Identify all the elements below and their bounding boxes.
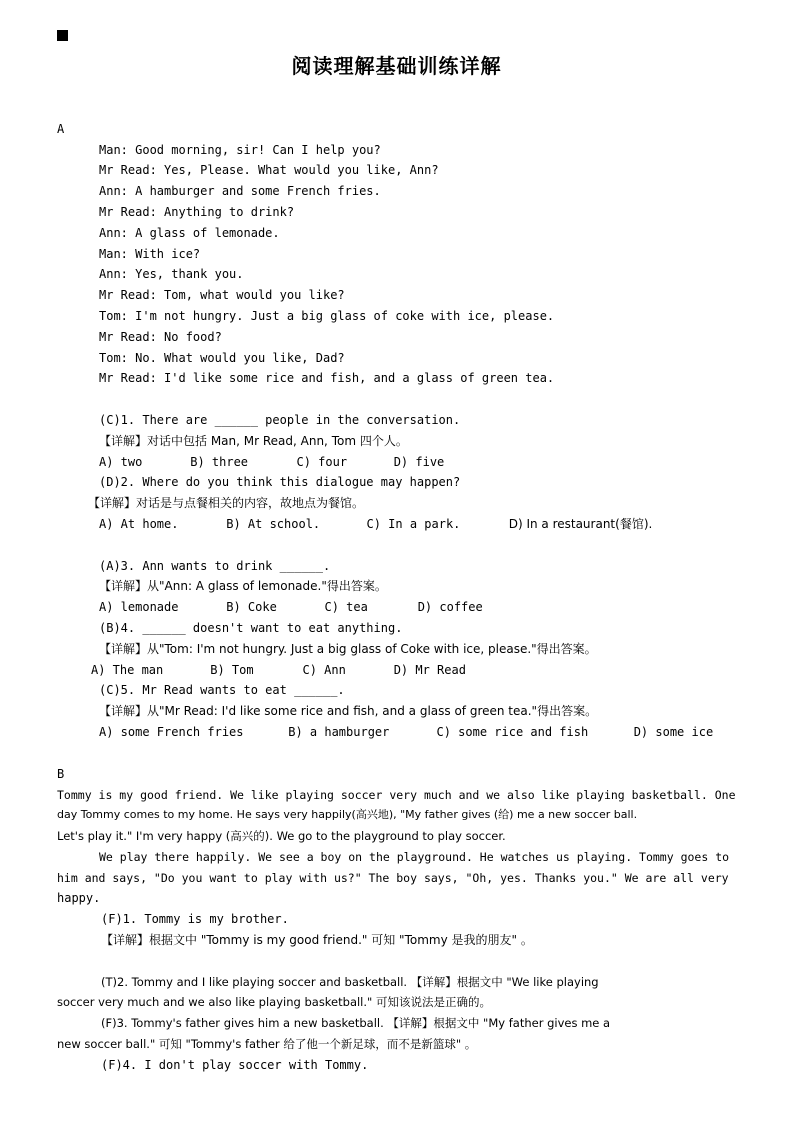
option-b: B) Coke — [226, 600, 277, 614]
dialogue-line: Mr Read: Tom, what would you like? — [99, 288, 345, 302]
option-d: D) some ice — [633, 725, 714, 739]
question-2-options — [99, 516, 652, 532]
tf-item-2-detail: soccer very much and we also like playing basketball." 可知该说法是正确的。 — [57, 995, 491, 1009]
dialogue-line: Mr Read: No food? — [99, 330, 222, 344]
dialogue-line: Tom: I'm not hungry. Just a big glass of coke with ice, please. — [99, 309, 555, 323]
passage-line: We play there happily. We see a boy on the playground. He watches us playing. Tommy goes to — [99, 850, 730, 864]
option-c: C) In a park. — [366, 517, 461, 531]
tf-item-4: (F)4. I don't play soccer with Tommy. — [101, 1058, 369, 1072]
question-4: (B)4. ______ doesn't want to eat anything. — [99, 621, 403, 635]
dialogue-line: Mr Read: Yes, Please. What would you like, Ann? — [99, 163, 439, 177]
dialogue-line: Man: With ice? — [99, 247, 201, 261]
option-c: C) Ann — [302, 663, 346, 677]
section-a-label: A — [57, 122, 65, 136]
tf-item-3: (F)3. Tommy's father gives him a new basketball. 【详解】根据文中 "My father gives me a — [101, 1016, 611, 1030]
passage-line: Let's play it." I'm very happy (高兴的). We go to the playground to play soccer. — [57, 829, 506, 843]
question-2: (D)2. Where do you think this dialogue may happen? — [99, 475, 461, 489]
dialogue-line: Tom: No. What would you like, Dad? — [99, 351, 345, 365]
option-a: A) lemonade — [99, 600, 179, 614]
question-1-detail: 【详解】对话中包括 Man, Mr Read, Ann, Tom 四个人。 — [99, 434, 408, 448]
option-a: A) two — [99, 455, 143, 469]
corner-marker — [57, 30, 68, 41]
dialogue-line: Mr Read: Anything to drink? — [99, 205, 295, 219]
option-b: B) Tom — [210, 663, 254, 677]
option-d: D) five — [393, 455, 445, 469]
option-d: D) Mr Read — [393, 663, 466, 677]
question-4-options — [91, 662, 466, 678]
question-5: (C)5. Mr Read wants to eat ______. — [99, 683, 345, 697]
dialogue-line: Mr Read: I'd like some rice and fish, and a glass of green tea. — [99, 371, 555, 385]
option-d: D) In a restaurant(餐馆). — [508, 517, 653, 531]
dialogue-line: Man: Good morning, sir! Can I help you? — [99, 143, 381, 157]
tf-item-3-detail: new soccer ball." 可知 "Tommy's father 给了他一个新足球，而不是新篮球" 。 — [57, 1037, 477, 1051]
tf-item-2: (T)2. Tommy and I like playing soccer and basketball. 【详解】根据文中 "We like playing — [101, 975, 599, 989]
dialogue-line: Ann: A hamburger and some French fries. — [99, 184, 381, 198]
tf-item-1: (F)1. Tommy is my brother. — [101, 912, 289, 926]
page-title: 阅读理解基础训练详解 — [291, 54, 502, 78]
passage-line: him and says, "Do you want to play with us?" The boy says, "Oh, yes. Thanks you." We are all very — [57, 871, 729, 885]
option-a: A) some French fries — [99, 725, 244, 739]
option-a: A) At home. — [99, 517, 179, 531]
question-3-options — [99, 599, 483, 615]
question-4-detail: 【详解】从"Tom: I'm not hungry. Just a big glass of Coke with ice, please."得出答案。 — [99, 642, 597, 656]
option-c: C) four — [296, 455, 348, 469]
question-1-options — [99, 454, 444, 470]
question-5-detail: 【详解】从"Mr Read: I'd like some rice and fish, and a glass of green tea."得出答案。 — [99, 704, 598, 718]
passage-line: Tommy is my good friend. We like playing soccer very much and we also like playing basketball. One — [57, 788, 736, 802]
dialogue-line: Ann: Yes, thank you. — [99, 267, 244, 281]
question-5-options — [99, 724, 713, 740]
section-b-label: B — [57, 767, 65, 781]
question-3: (A)3. Ann wants to drink ______. — [99, 559, 331, 573]
option-b: B) At school. — [226, 517, 321, 531]
dialogue-line: Ann: A glass of lemonade. — [99, 226, 280, 240]
option-d: D) coffee — [417, 600, 483, 614]
question-1: (C)1. There are ______ people in the conversation. — [99, 413, 461, 427]
passage-line: day Tommy comes to my home. He says very happily(高兴地), "My father gives (给) me a new soccer ball. — [57, 808, 638, 821]
option-b: B) three — [190, 455, 249, 469]
question-3-detail: 【详解】从"Ann: A glass of lemonade."得出答案。 — [99, 579, 387, 593]
tf-item-1-detail: 【详解】根据文中 "Tommy is my good friend." 可知 "Tommy 是我的朋友" 。 — [101, 933, 533, 947]
option-a: A) The man — [91, 663, 164, 677]
question-2-detail: 【详解】对话是与点餐相关的内容，故地点为餐馆。 — [88, 496, 365, 510]
option-b: B) a hamburger — [288, 725, 390, 739]
option-c: C) some rice and fish — [436, 725, 589, 739]
passage-line: happy. — [57, 891, 101, 905]
option-c: C) tea — [324, 600, 368, 614]
